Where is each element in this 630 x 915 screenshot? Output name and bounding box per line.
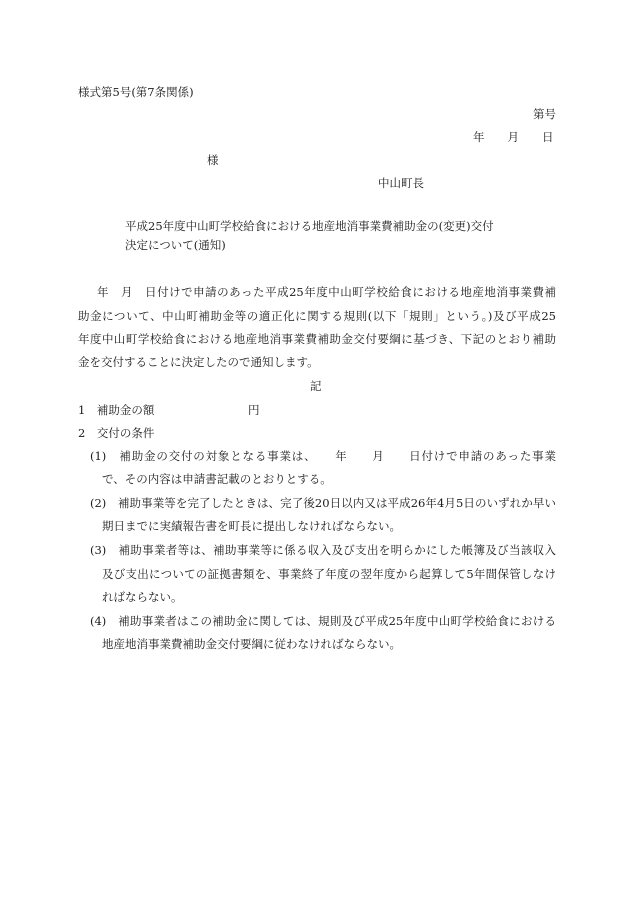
condition-2-line-2: 期日までに実績報告書を町長に提出しなければならない。 (102, 519, 401, 533)
issue-date: 年 月 日 (473, 130, 554, 144)
condition-4-line-2: 地産地消事業費補助金交付要綱に従わなければならない。 (102, 637, 401, 651)
condition-4-line-1: (4) 補助事業者はこの補助金に関しては、規則及び平成25年度中山町学校給食における (90, 614, 556, 628)
notice-title-line-2: 決定について(通知) (125, 238, 226, 252)
condition-3-line-1: (3) 補助事業者等は、補助事業等に係る収入及び支出を明らかにした帳簿及び当該収入 (90, 543, 556, 557)
condition-1-line-2: で、その内容は申請書記載のとおりとする。 (102, 472, 332, 486)
ki-heading: 記 (310, 379, 322, 393)
item-1-label: 1 補助金の額 (78, 403, 155, 417)
document-number: 第号 (533, 107, 556, 121)
body-line-2: 助金について、中山町補助金等の適正化に関する規則(以下「規則」という。)及び平成25 (78, 309, 556, 323)
body-line-3: 年度中山町学校給食における地産地消事業費補助金交付要綱に基づき、下記のとおり補助 (78, 332, 556, 346)
body-line-1: 年 月 日付けで申請のあった平成25年度中山町学校給食における地産地消事業費補 (97, 285, 556, 299)
condition-3-line-2: 及び支出についての証拠書類を、事業終了年度の翌年度から起算して5年間保管しなけ (102, 567, 556, 581)
body-line-4: 金を交付することに決定したので通知します。 (78, 355, 319, 369)
sender-name: 中山町長 (378, 176, 424, 190)
item-2-label: 2 交付の条件 (78, 426, 155, 440)
condition-3-line-3: ればならない。 (102, 590, 183, 604)
addressee: 様 (207, 153, 219, 167)
item-1-unit: 円 (248, 403, 260, 417)
condition-1-line-1: (1) 補助金の交付の対象となる事業は、 年 月 日付けで申請のあった事業 (90, 449, 556, 463)
notice-title-line-1: 平成25年度中山町学校給食における地産地消事業費補助金の(変更)交付 (125, 219, 494, 233)
condition-2-line-1: (2) 補助事業等を完了したときは、完了後20日以内又は平成26年4月5日のいずれか早い (90, 496, 556, 510)
form-label: 様式第5号(第7条関係) (78, 85, 194, 99)
